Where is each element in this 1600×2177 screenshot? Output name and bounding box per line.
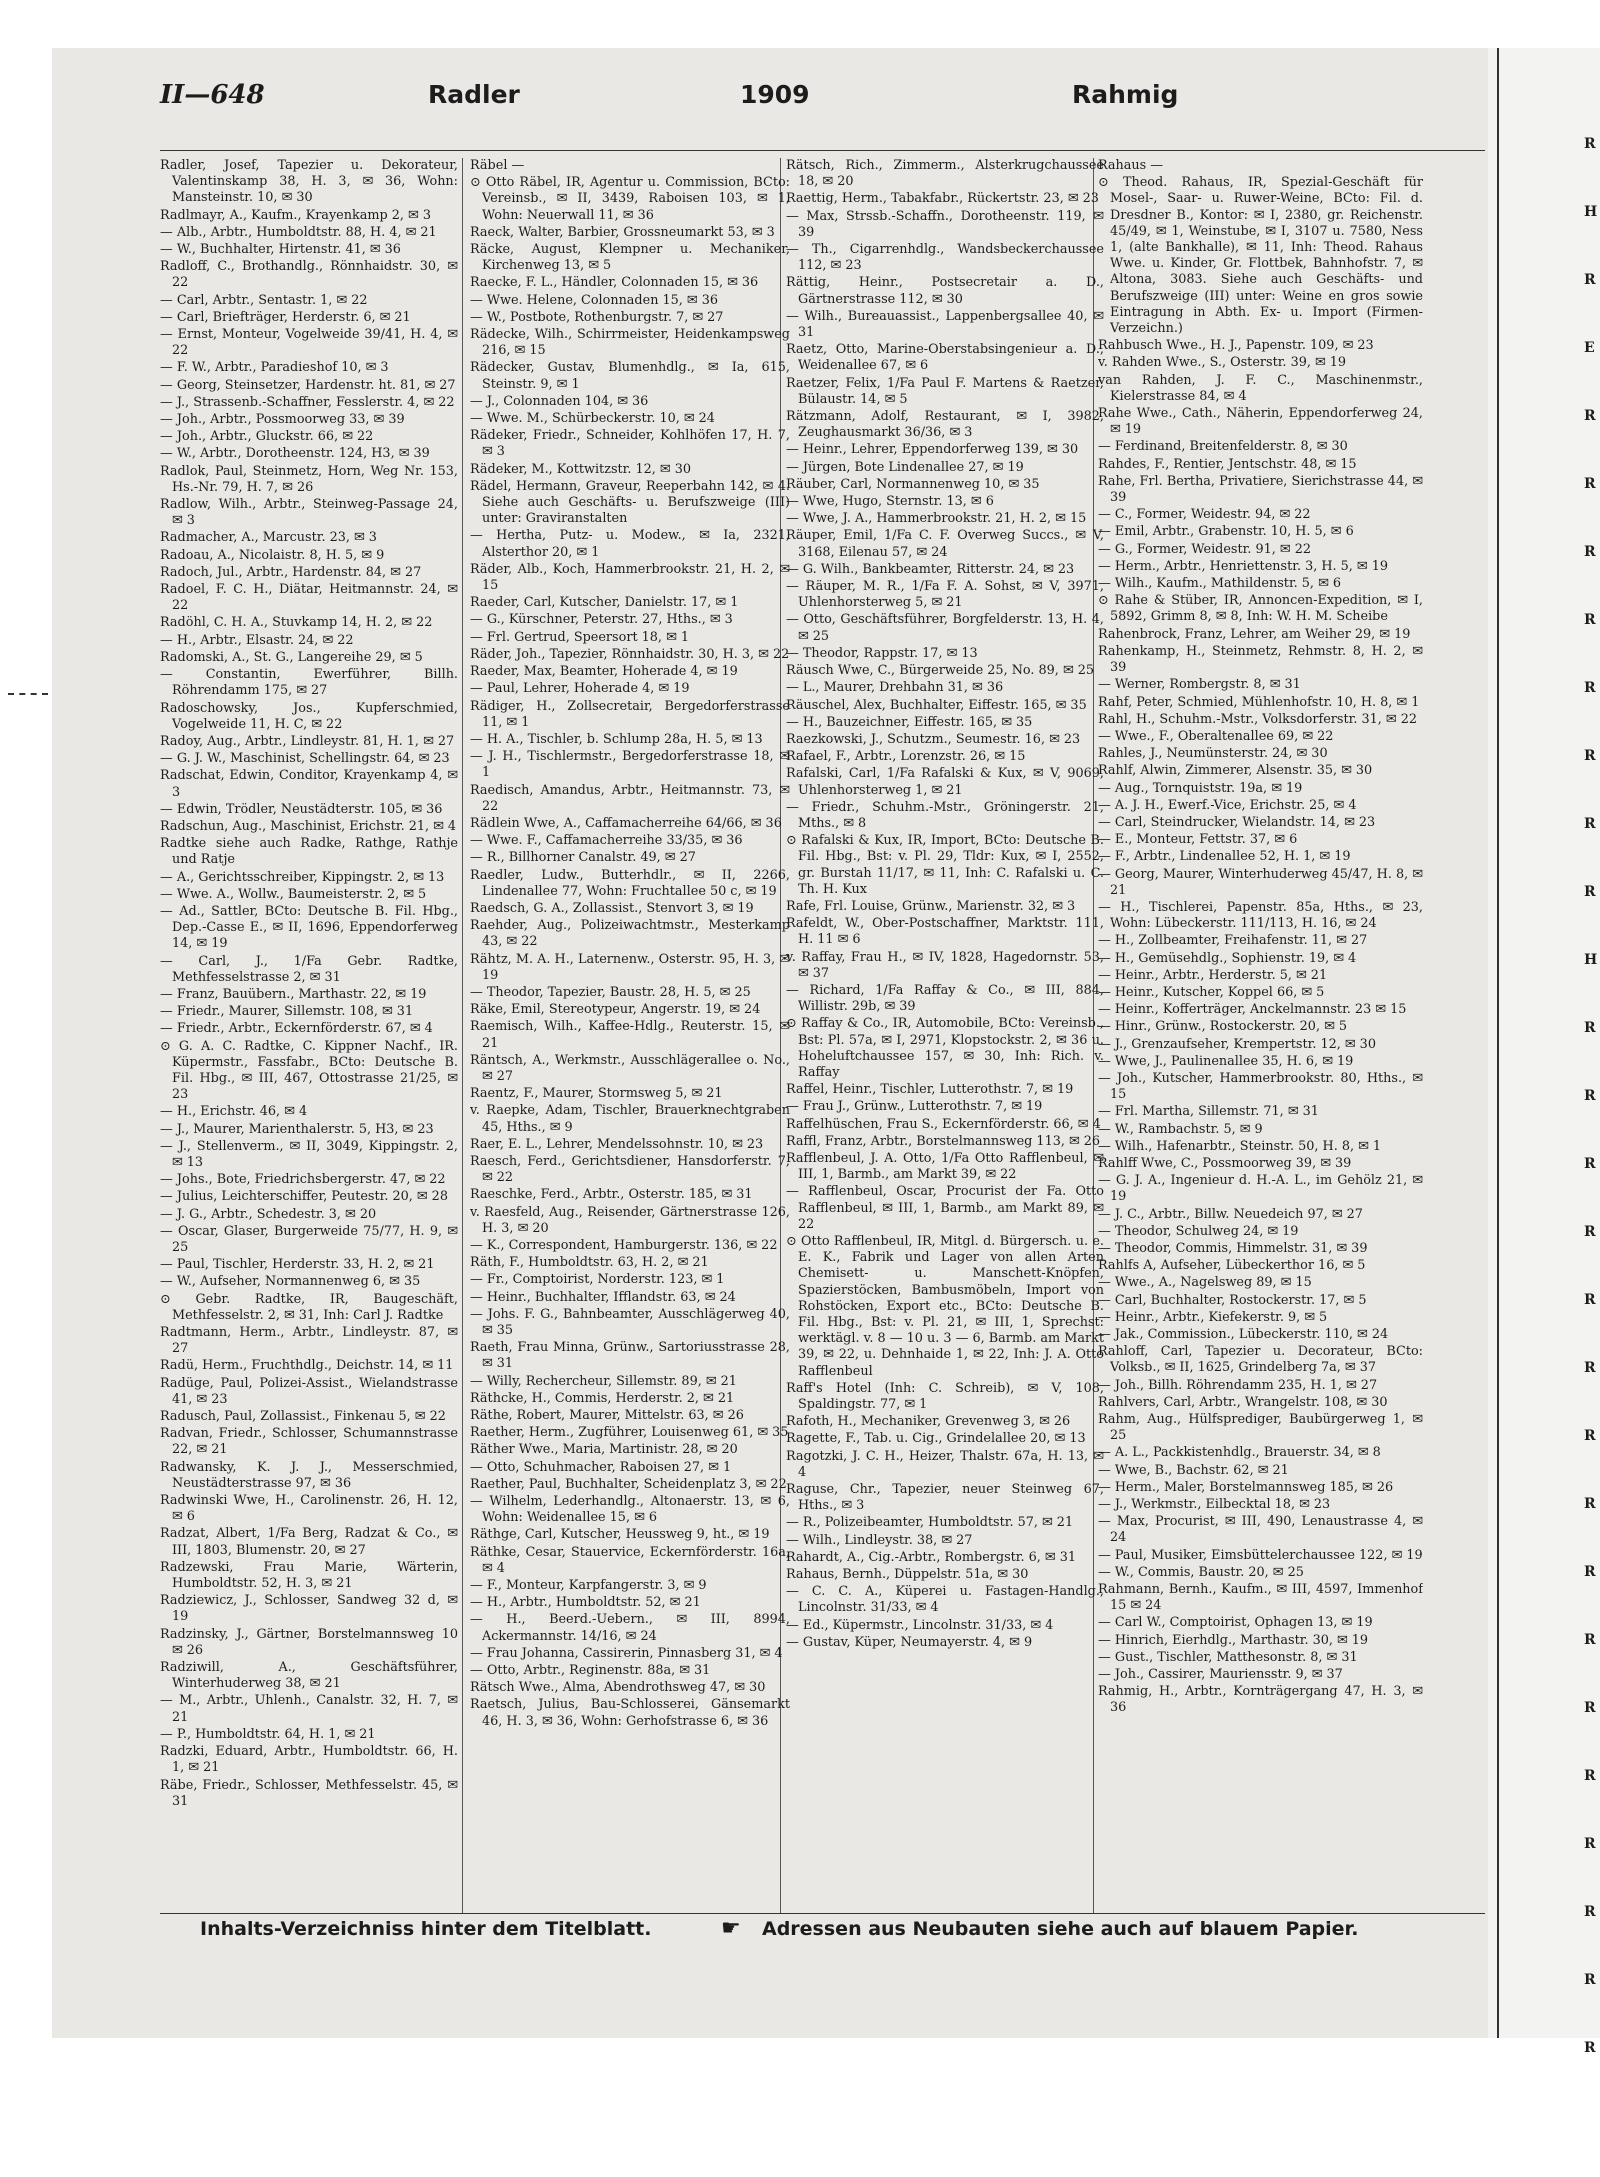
directory-entry: — W., Postbote, Rothenburgstr. 7, ✉ 27 <box>470 309 724 325</box>
margin-letter: E <box>1584 340 1595 356</box>
margin-letter: R <box>1584 544 1596 560</box>
directory-entry: — Edwin, Trödler, Neustädterstr. 105, ✉ 36 <box>160 801 443 817</box>
directory-entry: Raguse, Chr., Tapezier, neuer Steinweg 67, Hths., ✉ 3 <box>786 1482 1104 1514</box>
directory-entry: Radomski, A., St. G., Langereihe 29, ✉ 5 <box>160 649 423 665</box>
directory-entry: — Hertha, Putz- u. Modew., ✉ Ia, 2321, Alsterthor 20, ✉ 1 <box>470 528 790 560</box>
directory-entry: — Joh., Cassirer, Mauriensstr. 9, ✉ 37 <box>1098 1667 1343 1683</box>
directory-entry: — Friedr., Schuhm.-Mstr., Gröningerstr. 21, Mths., ✉ 8 <box>786 799 1104 831</box>
directory-entry: Raetzer, Felix, 1/Fa Paul F. Martens & Raetzer, Bülaustr. 14, ✉ 5 <box>786 375 1104 407</box>
directory-entry: Rahm, Aug., Hülfsprediger, Baubürgerweg 1, ✉ 25 <box>1098 1412 1423 1444</box>
directory-entry: van Rahden, J. F. C., Maschinenmstr., Kielerstrasse 84, ✉ 4 <box>1098 372 1423 404</box>
directory-entry: — Ferdinand, Breitenfelderstr. 8, ✉ 30 <box>1098 439 1348 455</box>
directory-entry: Radzki, Eduard, Arbtr., Humboldtstr. 66, H. 1, ✉ 21 <box>160 1744 458 1776</box>
directory-entry: Raetsch, Julius, Bau-Schlosserei, Gänsemarkt 46, H. 3, ✉ 36, Wohn: Gerhofstrasse 6, ✉ 36 <box>470 1697 790 1729</box>
directory-entry: — Joh., Arbtr., Gluckstr. 66, ✉ 22 <box>160 429 374 445</box>
directory-entry: v. Raesfeld, Aug., Reisender, Gärtnerstrasse 126, H. 3, ✉ 20 <box>470 1204 790 1236</box>
directory-entry: Rafflenbeul, J. A. Otto, 1/Fa Otto Rafflenbeul, ✉ III, 1, Barmb., am Markt 39, ✉ 22 <box>786 1150 1104 1183</box>
directory-entry: — F., Arbtr., Lindenallee 52, H. 1, ✉ 19 <box>1098 849 1351 865</box>
directory-entry: — Max, Strssb.-Schaffn., Dorotheenstr. 119, ✉ 39 <box>786 208 1104 240</box>
directory-entry: Radvan, Friedr., Schlosser, Schumannstrasse 22, ✉ 21 <box>160 1426 458 1458</box>
directory-entry: — Joh., Billh. Röhrendamm 235, H. 1, ✉ 27 <box>1098 1377 1378 1393</box>
directory-entry: — Wilhelm, Lederhandlg., Altonaerstr. 13, ✉ 6, Wohn: Weidenallee 15, ✉ 6 <box>470 1494 790 1526</box>
margin-letter: R <box>1584 1088 1596 1104</box>
directory-entry: ⊙ Otto Räbel, IR, Agentur u. Commission, BCto: Vereinsb., ✉ II, 3439, Raboisen 103, ✉ 1, Wohn: Neuerwall 11, ✉ 36 <box>470 175 790 223</box>
directory-entry: Raeschke, Ferd., Arbtr., Osterstr. 185, ✉ 31 <box>470 1187 753 1203</box>
directory-entry: — Wwe. F., Caffamacherreihe 33/35, ✉ 36 <box>470 833 743 849</box>
directory-entry: — J., Werkmstr., Eilbecktal 18, ✉ 23 <box>1098 1497 1331 1513</box>
directory-entry: — Oscar, Glaser, Burgerweide 75/77, H. 9, ✉ 25 <box>160 1223 458 1255</box>
directory-entry: Radlok, Paul, Steinmetz, Horn, Weg Nr. 153, Hs.-Nr. 79, H. 7, ✉ 26 <box>160 463 458 495</box>
directory-entry: — Julius, Leichterschiffer, Peutestr. 20, ✉ 28 <box>160 1189 448 1205</box>
directory-entry: Raedsch, G. A., Zollassist., Stenvort 3, ✉ 19 <box>470 900 754 916</box>
directory-entry: Rädecker, Gustav, Blumenhdlg., ✉ Ia, 615, Steinstr. 9, ✉ 1 <box>470 360 790 392</box>
directory-entry: Räthke, Cesar, Stauervice, Eckernförderstr. 16a, ✉ 4 <box>470 1544 790 1576</box>
directory-entry: — Carl, Briefträger, Herderstr. 6, ✉ 21 <box>160 309 411 325</box>
directory-entry: — Otto, Geschäftsführer, Borgfelderstr. 13, H. 4, ✉ 25 <box>786 612 1104 644</box>
header-year: 1909 <box>740 80 810 109</box>
directory-entry: — W., Aufseher, Normannenweg 6, ✉ 35 <box>160 1274 421 1290</box>
directory-entry: — H., Beerd.-Uebern., ✉ III, 8994, Ackermannstr. 14/16, ✉ 24 <box>470 1612 790 1644</box>
directory-entry: — Wwe. A., Wollw., Baumeisterstr. 2, ✉ 5 <box>160 886 427 902</box>
directory-entry: Radziewicz, J., Schlosser, Sandweg 32 d, ✉ 19 <box>160 1593 458 1625</box>
directory-entry: — Räuper, M. R., 1/Fa F. A. Sohst, ✉ V, 3971, Uhlenhorsterweg 5, ✉ 21 <box>786 579 1104 611</box>
directory-entry: Raeth, Frau Minna, Grünw., Sartoriusstrasse 28, ✉ 31 <box>470 1340 790 1372</box>
directory-entry: — Heinr., Kutscher, Koppel 66, ✉ 5 <box>1098 984 1325 1000</box>
directory-entry: — Rafflenbeul, Oscar, Procurist der Fa. Otto Rafflenbeul, ✉ III, 1, Barmb., am Markt 89, ✉ 22 <box>786 1184 1104 1232</box>
directory-entry: Rahlf, Alwin, Zimmerer, Alsenstr. 35, ✉ 30 <box>1098 763 1373 779</box>
footer-rule <box>160 1913 1485 1914</box>
directory-entry: — Carl, Buchhalter, Rostockerstr. 17, ✉ 5 <box>1098 1292 1367 1308</box>
directory-entry: — Wilh., Kaufm., Mathildenstr. 5, ✉ 6 <box>1098 576 1342 592</box>
directory-entry: — Th., Cigarrenhdlg., Wandsbeckerchaussee 112, ✉ 23 <box>786 242 1104 274</box>
directory-entry: — Gust., Tischler, Matthesonstr. 8, ✉ 31 <box>1098 1649 1358 1665</box>
cut-mark <box>8 693 48 695</box>
directory-entry: — G. J. W., Maschinist, Schellingstr. 64, ✉ 23 <box>160 751 450 767</box>
directory-entry: — W., Commis, Baustr. 20, ✉ 25 <box>1098 1564 1304 1580</box>
directory-entry: Rädecke, Wilh., Schirrmeister, Heidenkampsweg 216, ✉ 15 <box>470 327 790 359</box>
margin-letter: R <box>1584 1700 1596 1716</box>
directory-entry: ⊙ Rahe & Stüber, IR, Annoncen-Expedition, ✉ I, 5892, Grimm 8, ✉ 8, Inh: W. H. M. Scheibe <box>1098 593 1423 625</box>
directory-entry: — Hinr., Grünw., Rostockerstr. 20, ✉ 5 <box>1098 1019 1348 1035</box>
directory-entry: — Johs., Bote, Friedrichsbergerstr. 47, ✉ 22 <box>160 1172 446 1188</box>
directory-entry: Radschun, Aug., Maschinist, Erichstr. 21, ✉ 4 <box>160 818 457 834</box>
directory-entry: Raecke, F. L., Händler, Colonnaden 15, ✉ 36 <box>470 275 759 291</box>
directory-entry: — Carl, Arbtr., Sentastr. 1, ✉ 22 <box>160 292 368 308</box>
directory-entry: — Carl W., Comptoirist, Ophagen 13, ✉ 19 <box>1098 1615 1373 1631</box>
directory-entry: Raettig, Herm., Tabakfabr., Rückertstr. 23, ✉ 23 <box>786 191 1099 207</box>
directory-entry: — J., Grenzaufseher, Krempertstr. 12, ✉ 30 <box>1098 1036 1376 1052</box>
directory-entry: Räder, Joh., Tapezier, Rönnhaidstr. 30, H. 3, ✉ 22 <box>470 646 790 662</box>
directory-entry: Rahaus, Bernh., Düppelstr. 51a, ✉ 30 <box>786 1567 1029 1583</box>
directory-entry: Raffl, Franz, Arbtr., Borstelmannsweg 113, ✉ 26 <box>786 1133 1101 1149</box>
column-4 <box>1098 158 1423 1913</box>
directory-entry: Radler, Josef, Tapezier u. Dekorateur, Valentinskamp 38, H. 3, ✉ 36, Wohn: Mansteinstr. 10, ✉ 30 <box>160 158 458 206</box>
directory-entry: Radoau, A., Nicolaistr. 8, H. 5, ✉ 9 <box>160 547 385 563</box>
directory-entry: — K., Correspondent, Hamburgerstr. 136, ✉ 22 <box>470 1238 778 1253</box>
directory-entry: — J., Colonnaden 104, ✉ 36 <box>470 393 649 409</box>
directory-entry: Radwansky, K. J. J., Messerschmied, Neustädterstrasse 97, ✉ 36 <box>160 1459 458 1491</box>
margin-letter: R <box>1584 1768 1596 1784</box>
directory-entry: — Frl. Martha, Sillemstr. 71, ✉ 31 <box>1098 1104 1319 1120</box>
directory-entry: — Ed., Küpermstr., Lincolnstr. 31/33, ✉ 4 <box>786 1617 1054 1633</box>
directory-entry: — Heinr., Arbtr., Kiefekerstr. 9, ✉ 5 <box>1098 1309 1328 1325</box>
directory-entry: Raeder, Carl, Kutscher, Danielstr. 17, ✉ 1 <box>470 595 739 611</box>
directory-entry: — Hinrich, Eierhdlg., Marthastr. 30, ✉ 19 <box>1098 1632 1369 1648</box>
directory-entry: — G. J. A., Ingenieur d. H.-A. L., im Gehölz 21, ✉ 19 <box>1098 1173 1423 1205</box>
directory-entry: — Theodor, Schulweg 24, ✉ 19 <box>1098 1223 1299 1239</box>
directory-entry: Rädeker, M., Kottwitzstr. 12, ✉ 30 <box>470 461 691 477</box>
next-page-margin-letters <box>1584 110 1600 2082</box>
header-first-name: Radler <box>428 80 520 109</box>
directory-entry: — Gustav, Küper, Neumayerstr. 4, ✉ 9 <box>786 1634 1033 1650</box>
directory-entry: — Aug., Tornquiststr. 19a, ✉ 19 <box>1098 780 1303 796</box>
margin-letter: R <box>1584 816 1596 832</box>
directory-entry: Rahe Wwe., Cath., Näherin, Eppendorferweg 24, ✉ 19 <box>1098 406 1423 438</box>
directory-entry: — Herm., Maler, Borstelmannsweg 185, ✉ 26 <box>1098 1479 1394 1495</box>
directory-entry: — Carl, J., 1/Fa Gebr. Radtke, Methfesselstrasse 2, ✉ 31 <box>160 953 458 985</box>
directory-entry: — Wwe. Helene, Colonnaden 15, ✉ 36 <box>470 292 719 308</box>
directory-entry: Raff's Hotel (Inh: C. Schreib), ✉ V, 108, Spaldingstr. 77, ✉ 1 <box>786 1380 1104 1413</box>
directory-entry: — H., Bauzeichner, Eiffestr. 165, ✉ 35 <box>786 714 1033 730</box>
directory-entry: Räbe, Friedr., Schlosser, Methfesselstr. 45, ✉ 31 <box>160 1777 458 1809</box>
directory-entry: Räther Wwe., Maria, Martinistr. 28, ✉ 20 <box>470 1442 738 1458</box>
directory-entry: — P., Humboldtstr. 64, H. 1, ✉ 21 <box>160 1726 376 1742</box>
directory-entry: Rahaus — <box>1098 158 1164 173</box>
directory-entry: — Wwe, Hugo, Sternstr. 13, ✉ 6 <box>786 494 994 510</box>
directory-entry: Raedisch, Amandus, Arbtr., Heitmannstr. 73, ✉ 22 <box>470 782 790 814</box>
margin-letter: R <box>1584 1020 1596 1036</box>
column-2 <box>470 158 790 1913</box>
directory-entry: v. Raffay, Frau H., ✉ IV, 1828, Hagedornstr. 53, ✉ 37 <box>786 949 1104 981</box>
margin-letter: R <box>1584 1156 1596 1172</box>
directory-entry: — Jürgen, Bote Lindenallee 27, ✉ 19 <box>786 459 1024 475</box>
directory-entry: — Otto, Schuhmacher, Raboisen 27, ✉ 1 <box>470 1459 732 1475</box>
directory-entry: — E., Monteur, Fettstr. 37, ✉ 6 <box>1098 832 1298 848</box>
directory-entry: ⊙ Otto Rafflenbeul, IR, Mitgl. d. Bürgersch. u. e. E. K., Fabrik und Lager von allen Arten Chemisett- u. Manschett-Knöpfen, Spazierstöcken, Bambusmöbeln, Import von Rohstöcken, Export etc., BCto: Deutsche B. Fil. Hbg., Bst: v. Pl. 21, ✉ III, 1, Sprechst: werktägl. v. 8 — 10 u. 3 — 6, Barmb. am Markt 39, ✉ 22, u. Dehnhaide 1, ✉ 22, Inh: J. A. Otto Rafflenbeul <box>786 1234 1104 1379</box>
directory-entry: Räthge, Carl, Kutscher, Heussweg 9, ht., ✉ 19 <box>470 1527 770 1543</box>
directory-entry: — Wwe, B., Bachstr. 62, ✉ 21 <box>1098 1462 1289 1478</box>
margin-letter: H <box>1584 952 1598 968</box>
column-rule <box>462 158 463 1913</box>
directory-entry: Rafoth, H., Mechaniker, Grevenweg 3, ✉ 26 <box>786 1414 1071 1430</box>
directory-entry: — Ernst, Monteur, Vogelweide 39/41, H. 4, ✉ 22 <box>160 327 458 359</box>
footer-new-buildings-note: Adressen aus Neubauten siehe auch auf blauem Papier. <box>762 1918 1359 1940</box>
directory-entry: — Paul, Tischler, Herderstr. 33, H. 2, ✉ 21 <box>160 1257 435 1273</box>
margin-letter: R <box>1584 2040 1596 2056</box>
page-footer <box>200 1918 1420 1952</box>
directory-entry: — Emil, Arbtr., Grabenstr. 10, H. 5, ✉ 6 <box>1098 524 1354 540</box>
directory-entry: Radusch, Paul, Zollassist., Finkenau 5, ✉ 22 <box>160 1409 446 1425</box>
directory-entry: — J. G., Arbtr., Schedestr. 3, ✉ 20 <box>160 1206 377 1222</box>
margin-letter: R <box>1584 1428 1596 1444</box>
directory-entry: Rafe, Frl. Louise, Grünw., Marienstr. 32, ✉ 3 <box>786 898 1076 914</box>
directory-entry: Raether, Paul, Buchhalter, Scheidenplatz 3, ✉ 22 <box>470 1476 787 1492</box>
directory-entry: Radzewski, Frau Marie, Wärterin, Humboldtstr. 52, H. 3, ✉ 21 <box>160 1559 458 1592</box>
directory-entry: Räthcke, H., Commis, Herderstr. 2, ✉ 21 <box>470 1390 735 1406</box>
directory-entry: — Heinr., Buchhalter, Ifflandstr. 63, ✉ 24 <box>470 1289 736 1305</box>
directory-entry: Rafeldt, W., Ober-Postschaffner, Marktstr. 111, H. 11 ✉ 6 <box>786 916 1104 948</box>
margin-letter: R <box>1584 680 1596 696</box>
directory-entry: — M., Arbtr., Uhlenh., Canalstr. 32, H. 7, ✉ 21 <box>160 1693 458 1725</box>
directory-entry: Radschat, Edwin, Conditor, Krayenkamp 4, ✉ 3 <box>160 768 458 800</box>
directory-entry: Radlow, Wilh., Arbtr., Steinweg-Passage 24, ✉ 3 <box>160 497 458 529</box>
directory-entry: Rahlfs A, Aufseher, Lübeckerthor 16, ✉ 5 <box>1098 1258 1366 1274</box>
directory-entry: — Heinr., Arbtr., Herderstr. 5, ✉ 21 <box>1098 967 1328 983</box>
directory-entry: v. Rahden Wwe., S., Osterstr. 39, ✉ 19 <box>1098 355 1347 371</box>
directory-entry: — Joh., Kutscher, Hammerbrookstr. 80, Hths., ✉ 15 <box>1098 1070 1423 1103</box>
directory-entry: — H., Erichstr. 46, ✉ 4 <box>160 1104 308 1120</box>
directory-entry: ⊙ Rafalski & Kux, IR, Import, BCto: Deutsche B. Fil. Hbg., Bst: v. Pl. 29, Tldr: Kux, ✉ I, 2552, gr. Burstah 11/17, ✉ 11, Inh: C. Rafalski u. C. Th. H. Kux <box>786 833 1104 897</box>
directory-entry: — J. C., Arbtr., Billw. Neuedeich 97, ✉ 27 <box>1098 1206 1363 1222</box>
directory-entry: Raezkowski, J., Schutzm., Seumestr. 16, ✉ 23 <box>786 731 1081 747</box>
directory-entry: — C., Former, Weidestr. 94, ✉ 22 <box>1098 507 1311 523</box>
directory-entry: Radtmann, Herm., Arbtr., Lindleystr. 87, ✉ 27 <box>160 1325 458 1357</box>
directory-entry: — F., Monteur, Karpfangerstr. 3, ✉ 9 <box>470 1578 707 1594</box>
directory-entry: — Paul, Musiker, Eimsbüttelerchaussee 122, ✉ 19 <box>1098 1547 1423 1563</box>
directory-entry: Radoel, F. C. H., Diätar, Heitmannstr. 24, ✉ 22 <box>160 582 458 614</box>
column-1 <box>160 158 458 1913</box>
margin-letter: R <box>1584 1904 1596 1920</box>
directory-entry: Raffel, Heinr., Tischler, Lutterothstr. 7, ✉ 19 <box>786 1082 1074 1098</box>
margin-letter: R <box>1584 1836 1596 1852</box>
directory-entry: — J., Stellenverm., ✉ II, 3049, Kippingstr. 2, ✉ 13 <box>160 1138 458 1170</box>
directory-entry: Rahloff, Carl, Tapezier u. Decorateur, BCto: Volksb., ✉ II, 1625, Grindelberg 7a, ✉ 37 <box>1098 1344 1423 1376</box>
directory-entry: — R., Polizeibeamter, Humboldtstr. 57, ✉ 21 <box>786 1515 1074 1531</box>
directory-entry: — Theodor, Tapezier, Baustr. 28, H. 5, ✉ 25 <box>470 984 751 1000</box>
directory-entry: Radü, Herm., Fruchthdlg., Deichstr. 14, ✉ 11 <box>160 1358 454 1374</box>
directory-entry: — H., Zollbeamter, Freihafenstr. 11, ✉ 27 <box>1098 933 1368 949</box>
directory-entry: ⊙ G. A. C. Radtke, C. Kippner Nachf., IR. Küpermstr., Fassfabr., BCto: Deutsche B. Fil. Hbg., ✉ III, 467, Ottostrasse 21/25, ✉ 23 <box>160 1038 458 1103</box>
directory-entry: — J., Maurer, Marienthalerstr. 5, H3, ✉ 23 <box>160 1121 434 1137</box>
directory-entry: — A., Gerichtsschreiber, Kippingstr. 2, ✉ 13 <box>160 869 445 885</box>
header-rule <box>160 150 1485 151</box>
directory-entry: — A. J. H., Ewerf.-Vice, Erichstr. 25, ✉ 4 <box>1098 797 1357 813</box>
directory-entry: — Wilh., Bureauassist., Lappenbergsallee 40, ✉ 31 <box>786 308 1104 341</box>
directory-entry: — Heinr., Kofferträger, Anckelmannstr. 23 ✉ 15 <box>1098 1002 1407 1018</box>
directory-entry: Radmacher, A., Marcustr. 23, ✉ 3 <box>160 530 377 546</box>
directory-entry: Raehder, Aug., Polizeiwachtmstr., Mesterkamp 43, ✉ 22 <box>470 918 790 950</box>
directory-entry: Räbel — <box>470 158 525 173</box>
directory-entry: Radlmayr, A., Kaufm., Krayenkamp 2, ✉ 3 <box>160 207 431 223</box>
directory-entry: v. Raepke, Adam, Tischler, Brauerknechtgraben 45, Hths., ✉ 9 <box>470 1103 790 1135</box>
directory-entry: Radtke siehe auch Radke, Rathge, Rathje und Ratje <box>160 836 458 868</box>
directory-entry: — Fr., Comptoirist, Norderstr. 123, ✉ 1 <box>470 1272 725 1288</box>
directory-entry: Rahl, H., Schuhm.-Mstr., Volksdorferstr. 31, ✉ 22 <box>1098 711 1417 727</box>
directory-entry: Radüge, Paul, Polizei-Assist., Wielandstrasse 41, ✉ 23 <box>160 1375 458 1407</box>
directory-entry: — Friedr., Maurer, Sillemstr. 108, ✉ 31 <box>160 1004 414 1020</box>
directory-entry: Raether, Herm., Zugführer, Louisenweg 61, ✉ 35 <box>470 1425 789 1441</box>
directory-entry: Radoch, Jul., Arbtr., Hardenstr. 84, ✉ 27 <box>160 564 422 580</box>
directory-entry: Räuber, Carl, Normannenweg 10, ✉ 35 <box>786 476 1040 492</box>
margin-letter: R <box>1584 272 1596 288</box>
page-fold-line <box>1497 48 1499 2038</box>
directory-entry: ⊙ Raffay & Co., IR, Automobile, BCto: Vereinsb., Bst: Pl. 57a, ✉ I, 2971, Klopstockstr. 2, ✉ 36 u. Hoheluftchaussee 157, ✉ 30, Inh: Rich. v. Raffay <box>786 1016 1104 1080</box>
directory-entry: Rähtz, M. A. H., Laternenw., Osterstr. 95, H. 3, ✉ 19 <box>470 951 790 983</box>
margin-letter: R <box>1584 476 1596 492</box>
directory-entry: Räthe, Robert, Maurer, Mittelstr. 63, ✉ 26 <box>470 1408 744 1424</box>
directory-entry: Rahlff Wwe, C., Possmoorweg 39, ✉ 39 <box>1098 1155 1352 1171</box>
directory-entry: Räusch Wwe, C., Bürgerweide 25, No. 89, ✉ 25 <box>786 663 1095 679</box>
directory-entry: Rahardt, A., Cig.-Arbtr., Rombergstr. 6, ✉ 31 <box>786 1549 1076 1565</box>
page-number: II—648 <box>160 80 265 110</box>
margin-letter: R <box>1584 884 1596 900</box>
directory-entry: — C. C. A., Küperei u. Fastagen-Handlg., Lincolnstr. 31/33, ✉ 4 <box>786 1584 1104 1616</box>
margin-letter: R <box>1584 1292 1596 1308</box>
directory-entry: Rahenbrock, Franz, Lehrer, am Weiher 29, ✉ 19 <box>1098 626 1411 642</box>
directory-entry: — Paul, Lehrer, Hoherade 4, ✉ 19 <box>470 681 690 697</box>
directory-entry: — W., Rambachstr. 5, ✉ 9 <box>1098 1121 1263 1137</box>
margin-letter: R <box>1584 748 1596 764</box>
directory-entry: — Frau Johanna, Cassirerin, Pinnasberg 31, ✉ 4 <box>470 1645 783 1661</box>
directory-entry: Räth, F., Humboldtstr. 63, H. 2, ✉ 21 <box>470 1255 709 1271</box>
directory-entry: Radöhl, C. H. A., Stuvkamp 14, H. 2, ✉ 22 <box>160 615 433 631</box>
directory-entry: Rahdes, F., Rentier, Jentschstr. 48, ✉ 15 <box>1098 456 1357 472</box>
directory-entry: — Otto, Arbtr., Reginenstr. 88a, ✉ 31 <box>470 1663 711 1679</box>
directory-entry: Raetz, Otto, Marine-Oberstabsingenieur a. D., Weidenallee 67, ✉ 6 <box>786 342 1104 374</box>
directory-entry: ⊙ Gebr. Radtke, IR, Baugeschäft, Methfesselstr. 2, ✉ 31, Inh: Carl J. Radtke <box>160 1291 458 1323</box>
directory-entry: — H., Tischlerei, Papenstr. 85a, Hths., ✉ 23, Wohn: Lübeckerstr. 111/113, H. 16, ✉ 24 <box>1098 899 1423 932</box>
footer-index-note: Inhalts-Verzeichniss hinter dem Titelblatt. <box>200 1918 652 1940</box>
directory-entry: — Constantin, Ewerführer, Billh. Röhrendamm 175, ✉ 27 <box>160 667 458 699</box>
directory-entry: Raemisch, Wilh., Kaffee-Hdlg., Reuterstr. 15, ✉ 21 <box>470 1019 790 1051</box>
directory-entry: Rahmig, H., Arbtr., Kornträgergang 47, H. 3, ✉ 36 <box>1098 1684 1423 1716</box>
directory-entry: Rahmann, Bernh., Kaufm., ✉ III, 4597, Immenhof 15 ✉ 24 <box>1098 1582 1423 1614</box>
directory-entry: — H., Gemüsehdlg., Sophienstr. 19, ✉ 4 <box>1098 950 1357 966</box>
directory-entry: Rahe, Frl. Bertha, Privatiere, Sierichstrasse 44, ✉ 39 <box>1098 473 1423 506</box>
directory-entry: Raesch, Ferd., Gerichtsdiener, Hansdorferstr. 7, ✉ 22 <box>470 1153 790 1186</box>
directory-entry: — Herm., Arbtr., Henriettenstr. 3, H. 5, ✉ 19 <box>1098 558 1388 574</box>
directory-entry: — Frl. Gertrud, Speersort 18, ✉ 1 <box>470 629 690 645</box>
directory-entry: — Wwe., F., Oberaltenallee 69, ✉ 22 <box>1098 728 1334 744</box>
directory-entry: — Wwe, J. A., Hammerbrookstr. 21, H. 2, ✉ 15 <box>786 511 1087 527</box>
directory-entry: Ragotzki, J. C. H., Heizer, Thalstr. 67a, H. 13, ✉ 4 <box>786 1448 1104 1480</box>
directory-entry: — G., Kürschner, Peterstr. 27, Hths., ✉ 3 <box>470 612 733 628</box>
directory-entry: Rahlvers, Carl, Arbtr., Wrangelstr. 108, ✉ 30 <box>1098 1394 1388 1410</box>
directory-entry: — A. L., Packkistenhdlg., Brauerstr. 34, ✉ 8 <box>1098 1445 1381 1461</box>
directory-entry: Rätzmann, Adolf, Restaurant, ✉ I, 3982, Zeughausmarkt 36/36, ✉ 3 <box>786 409 1104 441</box>
margin-letter: R <box>1584 1972 1596 1988</box>
directory-entry: Räke, Emil, Stereotypeur, Angerstr. 19, ✉ 24 <box>470 1002 761 1018</box>
directory-entry: — Frau J., Grünw., Lutterothstr. 7, ✉ 19 <box>786 1099 1043 1115</box>
directory-entry: — Jak., Commission., Lübeckerstr. 110, ✉ 24 <box>1098 1327 1389 1343</box>
directory-entry: — Wwe, J., Paulinenallee 35, H. 6, ✉ 19 <box>1098 1053 1354 1069</box>
directory-entry: Raeder, Max, Beamter, Hoherade 4, ✉ 19 <box>470 664 738 680</box>
margin-letter: R <box>1584 408 1596 424</box>
directory-entry: Radoy, Aug., Arbtr., Lindleystr. 81, H. 1, ✉ 27 <box>160 733 455 749</box>
directory-entry: Raeck, Walter, Barbier, Grossneumarkt 53, ✉ 3 <box>470 224 775 240</box>
directory-entry: — Wilh., Hafenarbtr., Steinstr. 50, H. 8, ✉ 1 <box>1098 1138 1382 1154</box>
directory-entry: — L., Maurer, Drehbahn 31, ✉ 36 <box>786 680 1004 696</box>
directory-entry: — Carl, Steindrucker, Wielandstr. 14, ✉ 23 <box>1098 814 1376 830</box>
directory-entry: — H. A., Tischler, b. Schlump 28a, H. 5, ✉ 13 <box>470 731 763 747</box>
directory-entry: Radloff, C., Brothandlg., Rönnhaidstr. 30, ✉ 22 <box>160 259 458 291</box>
margin-letter: R <box>1584 136 1596 152</box>
directory-entry: — Max, Procurist, ✉ III, 490, Lenaustrasse 4, ✉ 24 <box>1098 1514 1423 1546</box>
directory-entry: — Theodor, Rappstr. 17, ✉ 13 <box>786 645 978 661</box>
margin-letter: H <box>1584 204 1598 220</box>
directory-entry: — Willy, Rechercheur, Sillemstr. 89, ✉ 21 <box>470 1373 737 1389</box>
directory-entry: Radzinsky, J., Gärtner, Borstelmannsweg 10 ✉ 26 <box>160 1626 458 1658</box>
directory-entry: Rätsch, Rich., Zimmerm., Alsterkrugchaussee 18, ✉ 20 <box>786 158 1104 190</box>
margin-letter: R <box>1584 1564 1596 1580</box>
directory-entry: Räuschel, Alex, Buchhalter, Eiffestr. 165, ✉ 35 <box>786 697 1087 713</box>
directory-entry: Räntsch, A., Werkmstr., Ausschlägerallee o. No., ✉ 27 <box>470 1052 790 1084</box>
margin-letter: R <box>1584 1360 1596 1376</box>
directory-entry: — Wwe., A., Nagelsweg 89, ✉ 15 <box>1098 1275 1312 1291</box>
directory-entry: — R., Billhorner Canalstr. 49, ✉ 27 <box>470 850 696 866</box>
directory-entry: — Johs. F. G., Bahnbeamter, Ausschlägerweg 40, ✉ 35 <box>470 1306 790 1339</box>
directory-entry: Radziwill, A., Geschäftsführer, Winterhuderweg 38, ✉ 21 <box>160 1660 458 1692</box>
directory-entry: Räuper, Emil, 1/Fa C. F. Overweg Succs., ✉ V, 3168, Eilenau 57, ✉ 24 <box>786 528 1104 560</box>
directory-entry: Raentz, F., Maurer, Stormsweg 5, ✉ 21 <box>470 1086 723 1102</box>
directory-entry: Radzat, Albert, 1/Fa Berg, Radzat & Co., ✉ III, 1803, Blumenstr. 20, ✉ 27 <box>160 1526 458 1558</box>
directory-entry: Rädel, Hermann, Graveur, Reeperbahn 142, ✉ 4. Siehe auch Geschäfts- u. Berufszweige (III) unter: Graviranstalten <box>470 478 790 527</box>
directory-entry: Rätsch Wwe., Alma, Abendrothsweg 47, ✉ 30 <box>470 1680 766 1696</box>
directory-entry: Rahf, Peter, Schmied, Mühlenhofstr. 10, H. 8, ✉ 1 <box>1098 694 1420 710</box>
directory-entry: Rädiger, H., Zollsecretair, Bergedorferstrasse 11, ✉ 1 <box>470 698 790 730</box>
directory-entry: — Friedr., Arbtr., Eckernförderstr. 67, ✉ 4 <box>160 1021 433 1037</box>
directory-entry: — Georg, Maurer, Winterhuderweg 45/47, H. 8, ✉ 21 <box>1098 866 1423 898</box>
directory-entry: — H., Arbtr., Elsastr. 24, ✉ 22 <box>160 632 354 648</box>
directory-entry: — Theodor, Commis, Himmelstr. 31, ✉ 39 <box>1098 1241 1368 1256</box>
directory-entry: Räcke, August, Klempner u. Mechaniker, Kirchenweg 13, ✉ 5 <box>470 242 790 274</box>
directory-entry: Raer, E. L., Lehrer, Mendelssohnstr. 10, ✉ 23 <box>470 1136 764 1152</box>
directory-entry: — Alb., Arbtr., Humboldtstr. 88, H. 4, ✉ 21 <box>160 224 437 240</box>
directory-entry: — Werner, Rombergstr. 8, ✉ 31 <box>1098 677 1301 693</box>
margin-letter: R <box>1584 1224 1596 1240</box>
directory-entry: Radwinski Wwe, H., Carolinenstr. 26, H. 12, ✉ 6 <box>160 1493 458 1525</box>
header-last-name: Rahmig <box>1072 80 1179 109</box>
directory-entry: Räder, Alb., Koch, Hammerbrookstr. 21, H. 2, ✉ 15 <box>470 561 790 594</box>
directory-entry: Rafalski, Carl, 1/Fa Rafalski & Kux, ✉ V, 9069, Uhlenhorsterweg 1, ✉ 21 <box>786 766 1104 798</box>
directory-entry: Raedler, Ludw., Butterhdlr., ✉ II, 2266, Lindenallee 77, Wohn: Fruchtallee 50 c, ✉ 19 <box>470 867 790 899</box>
directory-entry: Ragette, F., Tab. u. Cig., Grindelallee 20, ✉ 13 <box>786 1431 1086 1447</box>
column-3 <box>786 158 1104 1913</box>
directory-entry: — W., Arbtr., Dorotheenstr. 124, H3, ✉ 39 <box>160 446 430 462</box>
directory-entry: — Heinr., Lehrer, Eppendorferweg 139, ✉ 30 <box>786 442 1079 458</box>
directory-entry: — Richard, 1/Fa Raffay & Co., ✉ III, 884, Willistr. 29b, ✉ 39 <box>786 982 1104 1015</box>
pointing-hand-icon: ☛ <box>721 1916 741 1941</box>
directory-entry: — Franz, Bauübern., Marthastr. 22, ✉ 19 <box>160 986 427 1002</box>
margin-letter: R <box>1584 1632 1596 1648</box>
directory-entry: — Georg, Steinsetzer, Hardenstr. ht. 81, ✉ 27 <box>160 377 456 393</box>
directory-entry: — H., Arbtr., Humboldtstr. 52, ✉ 21 <box>470 1595 701 1611</box>
directory-entry: — G. Wilh., Bankbeamter, Ritterstr. 24, ✉ 23 <box>786 561 1075 577</box>
directory-entry: Rädlein Wwe, A., Caffamacherreihe 64/66, ✉ 36 <box>470 815 782 831</box>
directory-entry: — W., Buchhalter, Hirtenstr. 41, ✉ 36 <box>160 242 401 258</box>
directory-entry: Rahenkamp, H., Steinmetz, Rehmstr. 8, H. 2, ✉ 39 <box>1098 643 1423 676</box>
directory-entry: — J., Strassenb.-Schaffner, Fesslerstr. 4, ✉ 22 <box>160 394 455 410</box>
directory-entry: — Wilh., Lindleystr. 38, ✉ 27 <box>786 1532 973 1548</box>
directory-entry: — Joh., Arbtr., Possmoorweg 33, ✉ 39 <box>160 412 405 428</box>
directory-entry: Rafael, F., Arbtr., Lorenzstr. 26, ✉ 15 <box>786 749 1026 765</box>
directory-entry: — J. H., Tischlermstr., Bergedorferstrasse 18, ✉ 1 <box>470 749 790 781</box>
directory-entry: Raffelhüschen, Frau S., Eckernförderstr. 66, ✉ 4 <box>786 1116 1101 1132</box>
directory-entry: — F. W., Arbtr., Paradieshof 10, ✉ 3 <box>160 360 389 376</box>
directory-entry: Rädeker, Friedr., Schneider, Kohlhöfen 17, H. 7, ✉ 3 <box>470 428 790 460</box>
directory-entry: Rättig, Heinr., Postsecretair a. D., Gärtnerstrasse 112, ✉ 30 <box>786 275 1104 307</box>
margin-letter: R <box>1584 1496 1596 1512</box>
directory-entry: Radoschowsky, Jos., Kupferschmied, Vogelweide 11, H. C, ✉ 22 <box>160 700 458 732</box>
directory-entry: — G., Former, Weidestr. 91, ✉ 22 <box>1098 541 1311 557</box>
directory-entry: — Ad., Sattler, BCto: Deutsche B. Fil. Hbg., Dep.-Casse E., ✉ II, 1696, Eppendorferweg 14, ✉ 19 <box>160 903 458 952</box>
directory-entry: Rahles, J., Neumünsterstr. 24, ✉ 30 <box>1098 746 1328 762</box>
directory-entry: ⊙ Theod. Rahaus, IR, Spezial-Geschäft für Mosel-, Saar- u. Ruwer-Weine, BCto: Fil. d. Dresdner B., Kontor: ✉ I, 2380, gr. Reichenstr. 45/49, ✉ 1, Weinstube, ✉ I, 3107 u. 7580, Ness 1, (alte Bankhalle), ✉ 11, Inh: Theod. Rahaus Wwe. u. Kinder, Gr. Flottbek, Bahnhofstr. 7, ✉ Altona, 3083. Siehe auch Geschäfts- und Berufszweige (III) unter: Weine en gros sowie Eintragung in Abth. Ex- u. Import (Firmen-Verzeichn.) <box>1098 175 1423 337</box>
directory-entry: — Wwe. M., Schürbeckerstr. 10, ✉ 24 <box>470 411 715 427</box>
directory-entry: Rahbusch Wwe., H. J., Papenstr. 109, ✉ 23 <box>1098 338 1374 354</box>
margin-letter: R <box>1584 612 1596 628</box>
